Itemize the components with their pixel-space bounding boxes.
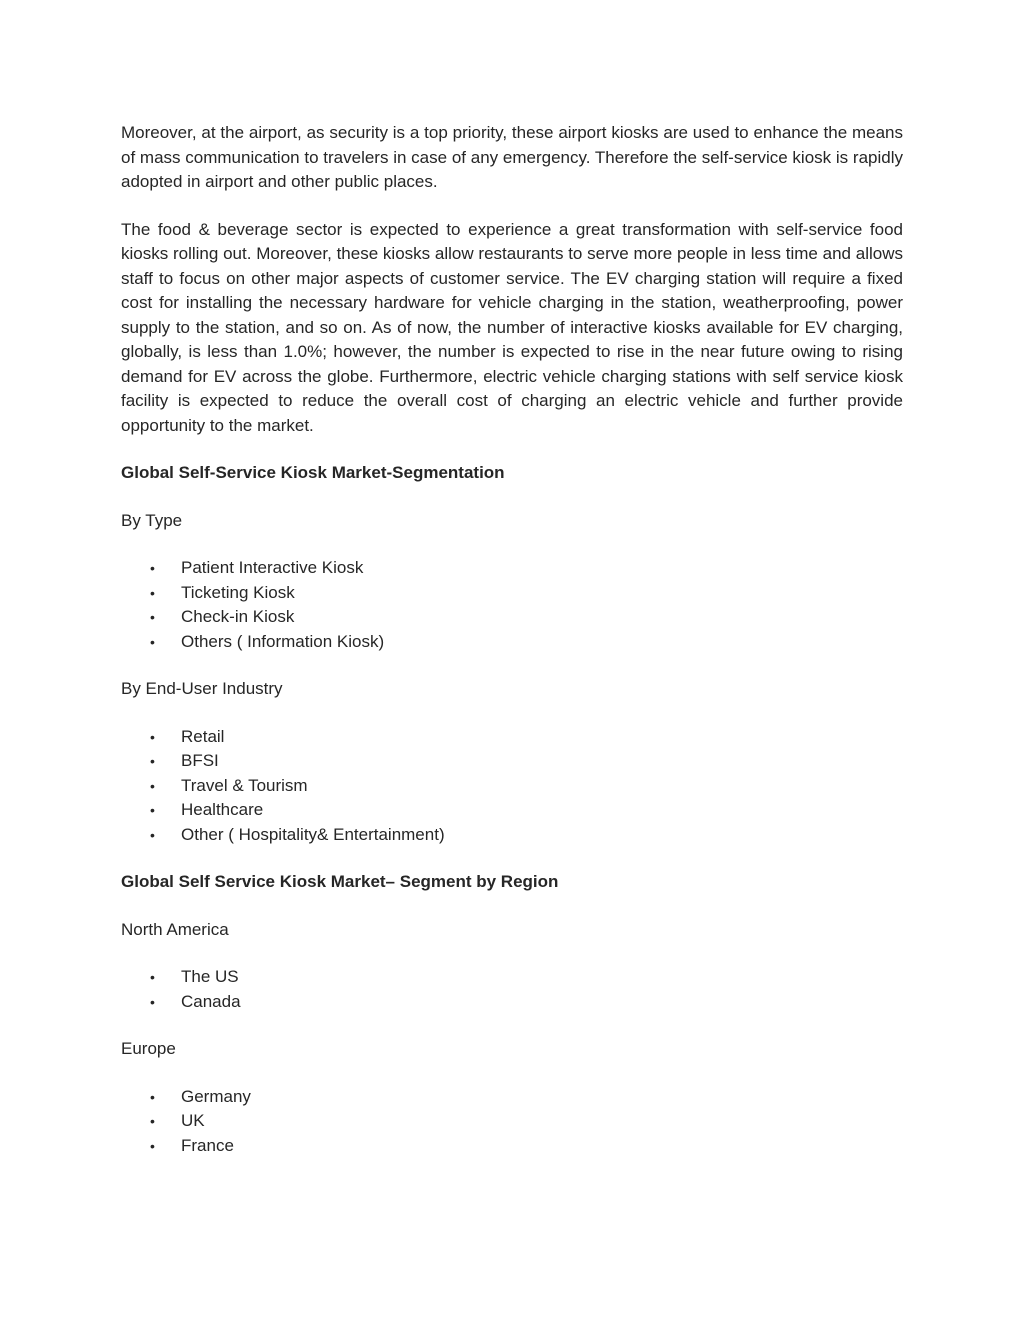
list-item xyxy=(121,965,903,990)
list-item xyxy=(121,725,903,750)
bullet-icon: • xyxy=(150,584,155,601)
list-item xyxy=(121,774,903,799)
paragraph-airport-security: Moreover, at the airport, as security is a top priority, these airport kiosks are used to enhance the means of mass communication to travelers in case of any emergency. Therefore the self-service kiosk is rapidly adopted in airport and other public places. xyxy=(121,123,903,191)
bullet-icon: • xyxy=(150,753,155,769)
list-item-text: Germany xyxy=(181,1086,251,1106)
list-item-text: Patient Interactive Kiosk xyxy=(181,558,364,577)
europe-list xyxy=(121,1085,903,1159)
by-type-label: By Type xyxy=(121,510,183,530)
list-item-text: Travel & Tourism xyxy=(181,775,308,795)
paragraph-food-beverage-ev: The food & beverage sector is expected to experience a great transformation with self-service food kiosks rolling out. Moreover, these kiosks allow restaurants to serve more people in less time and allows staff to focus on other major aspects of customer service. The EV charging station will require a fixed cost for installing the necessary hardware for vehicle charging in the station, weatherproofing, power supply to the station, and so on. As of now, the number of interactive kiosks available for EV charging, globally, is less than 1.0%; however, the number is expected to rise in the near future owing to rising demand for EV across the globe. Furthermore, electric vehicle charging stations with self service kiosk facility is expected to reduce the overall cost of charging an electric vehicle and further provide opportunity to the market. xyxy=(121,219,903,435)
list-item-text: The US xyxy=(181,967,239,986)
europe-label: Europe xyxy=(121,1039,176,1058)
bullet-icon: • xyxy=(150,826,155,843)
bullet-icon: • xyxy=(150,993,155,1010)
list-item xyxy=(121,605,903,630)
list-item-text: France xyxy=(181,1135,234,1155)
bullet-icon: • xyxy=(150,1137,155,1154)
list-item xyxy=(121,1134,903,1159)
list-item xyxy=(121,823,903,848)
bullet-icon: • xyxy=(150,1113,155,1129)
bullet-icon: • xyxy=(150,969,155,985)
list-item-text: Healthcare xyxy=(181,800,264,819)
list-item xyxy=(121,798,903,823)
list-item xyxy=(121,749,903,774)
list-item xyxy=(121,1085,903,1110)
north-america-label: North America xyxy=(121,919,229,939)
segmentation-heading: Global Self-Service Kiosk Market-Segmentation xyxy=(121,463,505,482)
list-item xyxy=(121,630,903,655)
list-item xyxy=(121,556,903,581)
list-item-text: Check-in Kiosk xyxy=(181,607,295,626)
list-item-text: Other ( Hospitality& Entertainment) xyxy=(181,824,445,844)
region-heading: Global Self Service Kiosk Market– Segment by Region xyxy=(121,872,559,891)
list-item-text: Ticketing Kiosk xyxy=(181,582,295,602)
bullet-icon: • xyxy=(150,802,155,818)
list-item-text: BFSI xyxy=(181,751,219,770)
list-item-text: Canada xyxy=(181,991,241,1011)
list-item xyxy=(121,1109,903,1134)
list-item xyxy=(121,990,903,1015)
by-end-user-list xyxy=(121,725,903,848)
by-end-user-label: By End-User Industry xyxy=(121,679,283,698)
bullet-icon: • xyxy=(150,1088,155,1105)
list-item-text: Retail xyxy=(181,726,225,746)
bullet-icon: • xyxy=(150,633,155,650)
by-type-list xyxy=(121,556,903,654)
list-item xyxy=(121,581,903,606)
document-page xyxy=(121,121,903,1181)
list-item-text: UK xyxy=(181,1111,205,1130)
list-item-text: Others ( Information Kiosk) xyxy=(181,631,385,651)
bullet-icon: • xyxy=(150,728,155,745)
north-america-list xyxy=(121,965,903,1014)
bullet-icon: • xyxy=(150,777,155,794)
bullet-icon: • xyxy=(150,609,155,625)
bullet-icon: • xyxy=(150,560,155,576)
